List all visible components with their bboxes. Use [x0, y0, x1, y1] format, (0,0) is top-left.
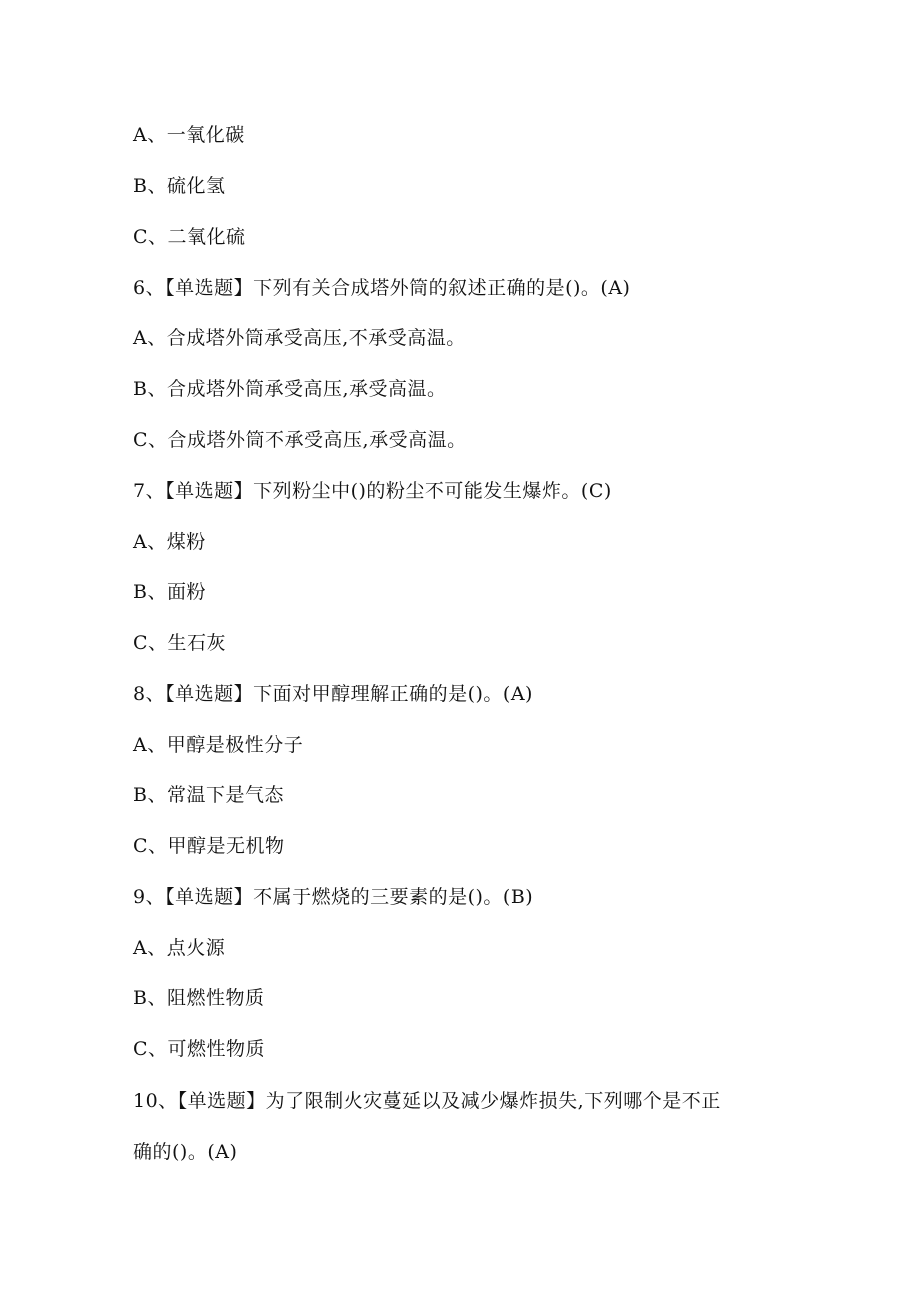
option-b-q6: B、合成塔外筒承受高压,承受高温。	[133, 378, 447, 400]
option-c-q9: C、可燃性物质	[133, 1038, 266, 1060]
option-b-q5: B、硫化氢	[133, 175, 226, 197]
question-10: 10、【单选题】为了限制火灾蔓延以及减少爆炸损失,下列哪个是不正	[133, 1090, 721, 1112]
option-b-q9: B、阻燃性物质	[133, 987, 265, 1009]
question-6: 6、【单选题】下列有关合成塔外筒的叙述正确的是()。(A)	[133, 277, 631, 299]
option-a-q9: A、点火源	[133, 937, 226, 959]
question-10-continued: 确的()。(A)	[133, 1141, 238, 1163]
option-a-q8: A、甲醇是极性分子	[133, 734, 304, 756]
option-b-q8: B、常温下是气态	[133, 784, 284, 806]
option-c-q5: C、二氧化硫	[133, 226, 246, 248]
question-8: 8、【单选题】下面对甲醇理解正确的是()。(A)	[133, 683, 533, 705]
option-c-q6: C、合成塔外筒不承受高压,承受高温。	[133, 429, 467, 451]
option-b-q7: B、面粉	[133, 581, 206, 603]
option-a-q6: A、合成塔外筒承受高压,不承受高温。	[133, 327, 466, 349]
option-a-q5: A、一氧化碳	[133, 124, 245, 146]
option-c-q7: C、生石灰	[133, 632, 227, 654]
option-c-q8: C、甲醇是无机物	[133, 835, 285, 857]
option-a-q7: A、煤粉	[133, 531, 206, 553]
question-7: 7、【单选题】下列粉尘中()的粉尘不可能发生爆炸。(C)	[133, 480, 612, 502]
question-9: 9、【单选题】不属于燃烧的三要素的是()。(B)	[133, 886, 534, 908]
